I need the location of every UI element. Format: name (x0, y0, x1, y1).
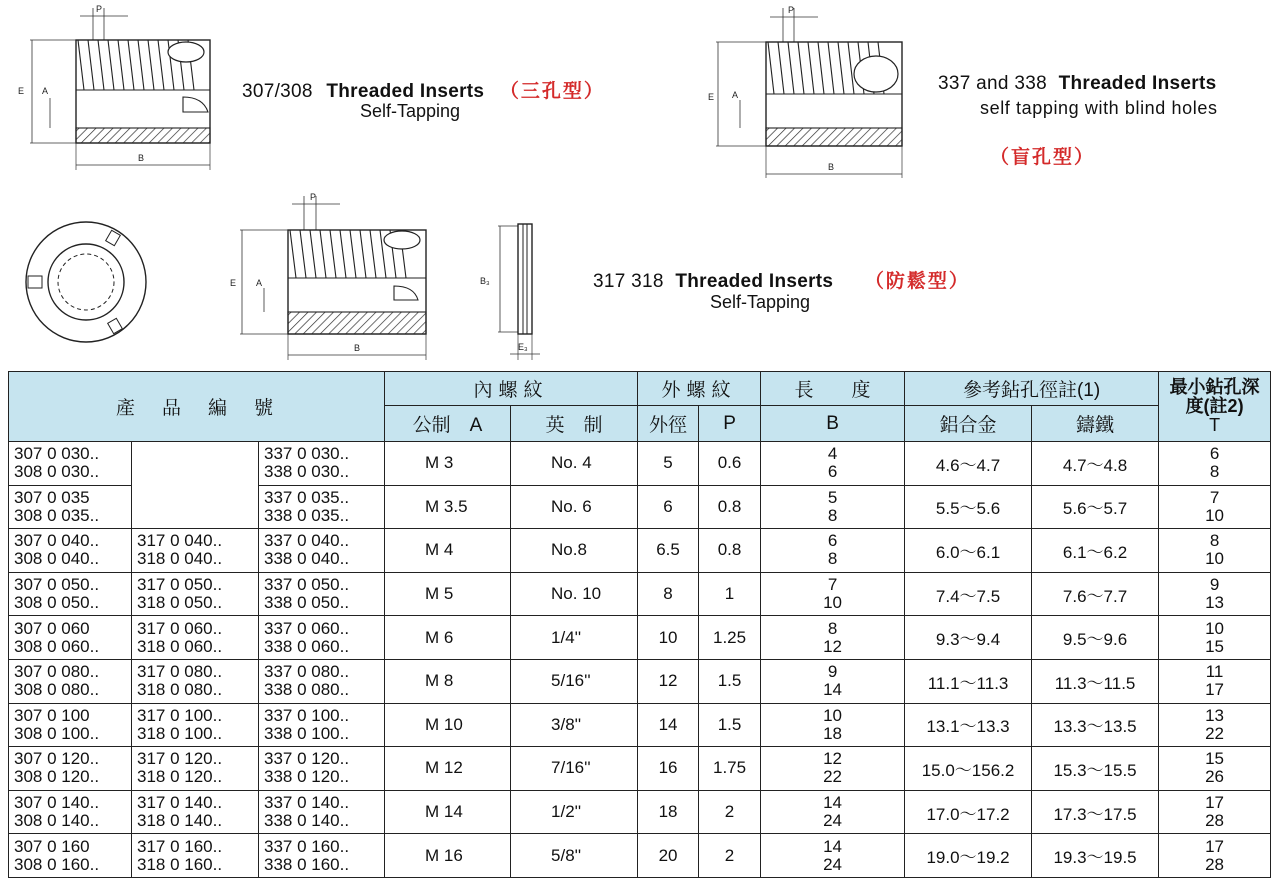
table-row (9, 747, 1271, 791)
product-name: Threaded Inserts (675, 271, 834, 292)
min-depth-t-line: 13 (1205, 705, 1225, 725)
spec-table (8, 371, 1271, 878)
drill-cast-iron: 9.5～9.6 (1032, 616, 1159, 660)
product-no-307-308-line: 308 0 050.. (14, 593, 100, 613)
product-no-307-308-line: 308 0 040.. (14, 549, 100, 569)
metric-thread: M 3.5 (385, 485, 511, 529)
length-b-line: 18 (823, 723, 842, 743)
pitch: 1.75 (699, 747, 761, 791)
drill-aluminum: 13.1～13.3 (905, 703, 1032, 747)
product-307-308-subtitle: Self-Tapping (360, 101, 461, 121)
product-no-317-318 (132, 790, 259, 834)
product-no-317-318-line: 318 0 080.. (137, 680, 223, 700)
min-depth-t-line: 26 (1205, 767, 1225, 787)
imperial-thread: No. 4 (511, 442, 638, 486)
header-length: 長 度 (761, 372, 905, 406)
outer-diameter: 16 (638, 747, 699, 791)
product-no-307-308-line: 308 0 080.. (14, 680, 100, 700)
outer-diameter: 20 (638, 834, 699, 878)
header-aluminum: 鋁合金 (905, 406, 1032, 442)
min-depth-t-line: 17 (1205, 836, 1225, 856)
product-no-317-318-line: 317 0 080.. (137, 662, 223, 682)
outer-diameter: 18 (638, 790, 699, 834)
drill-aluminum: 19.0～19.2 (905, 834, 1032, 878)
product-no-337-338-line: 338 0 030.. (264, 462, 350, 482)
min-depth-t-line: 8 (1209, 531, 1220, 551)
min-depth-t (1159, 659, 1271, 703)
product-no-337-338 (259, 572, 385, 616)
length-b (761, 442, 905, 486)
insert-317-318-drawing (226, 190, 438, 362)
min-depth-t (1159, 529, 1271, 573)
product-337-338-subtitle: self tapping with blind holes (980, 98, 1218, 118)
product-no-307-308-line: 307 0 100 (14, 705, 90, 725)
table-row (9, 659, 1271, 703)
header-outer-dia: 外徑 (638, 406, 699, 442)
min-depth-t-line: 6 (1209, 444, 1220, 464)
length-b-line: 6 (827, 462, 838, 482)
min-depth-t (1159, 442, 1271, 486)
min-depth-t (1159, 790, 1271, 834)
pitch: 2 (699, 834, 761, 878)
product-no-317-318-line: 318 0 060.. (137, 636, 223, 656)
product-no-337-338 (259, 790, 385, 834)
insert-337-338-drawing (708, 2, 908, 180)
product-no-307-308-line: 307 0 035 (14, 487, 90, 507)
min-depth-t-line: 10 (1205, 618, 1225, 638)
product-no-317-318 (132, 572, 259, 616)
b3-label: B₃ (480, 276, 490, 286)
product-no-337-338 (259, 703, 385, 747)
product-no-337-338-line: 337 0 040.. (264, 531, 350, 551)
product-no-337-338 (259, 485, 385, 529)
product-no-307-308-line: 307 0 160 (14, 836, 90, 856)
product-no-307-308 (9, 703, 132, 747)
imperial-thread: 5/16'' (511, 659, 638, 703)
product-no-307-308-line: 307 0 120.. (14, 749, 100, 769)
product-no-317-318-line: 317 0 040.. (137, 531, 223, 551)
b-label: B (354, 343, 361, 353)
pitch: 0.8 (699, 529, 761, 573)
outer-diameter: 12 (638, 659, 699, 703)
drill-aluminum: 7.4～7.5 (905, 572, 1032, 616)
pitch: 0.6 (699, 442, 761, 486)
product-code: 317 318 (593, 271, 664, 292)
outer-diameter: 6 (638, 485, 699, 529)
length-b-line: 6 (827, 531, 838, 551)
min-depth-t-line: 28 (1205, 811, 1225, 831)
header-min-depth (1159, 372, 1271, 442)
metric-thread: M 4 (385, 529, 511, 573)
product-no-307-308-line: 308 0 160.. (14, 854, 100, 874)
product-no-307-308 (9, 747, 132, 791)
min-depth-t-line: 10 (1205, 505, 1225, 525)
header-cast-iron: 鑄鐵 (1032, 406, 1159, 442)
product-no-317-318 (132, 747, 259, 791)
length-b (761, 659, 905, 703)
product-no-337-338-line: 338 0 060.. (264, 636, 350, 656)
header-product-no: 產 品 編 號 (9, 372, 385, 442)
length-b (761, 485, 905, 529)
product-no-337-338-line: 338 0 100.. (264, 723, 350, 743)
product-no-307-308-line: 307 0 060 (14, 618, 90, 638)
length-b-line: 24 (823, 854, 842, 874)
length-b (761, 790, 905, 834)
a-label: A (732, 90, 739, 100)
product-no-317-318-empty (132, 442, 259, 529)
outer-diameter: 6.5 (638, 529, 699, 573)
table-row (9, 442, 1271, 486)
product-no-307-308 (9, 529, 132, 573)
product-code: 337 and 338 (938, 73, 1047, 94)
min-depth-t-line: 17 (1205, 793, 1225, 813)
product-307-308-title (242, 76, 605, 103)
length-b-line: 7 (827, 575, 838, 595)
product-337-338-title (938, 73, 1216, 95)
pitch-label: P (788, 5, 795, 15)
product-no-317-318-line: 318 0 120.. (137, 767, 223, 787)
imperial-thread: 1/4'' (511, 616, 638, 660)
min-depth-t-line: 7 (1209, 487, 1220, 507)
drill-aluminum: 17.0～17.2 (905, 790, 1032, 834)
length-b-line: 14 (823, 793, 842, 813)
header-pitch: P (699, 406, 761, 442)
product-no-307-308-line: 308 0 100.. (14, 723, 100, 743)
product-no-307-308-line: 308 0 120.. (14, 767, 100, 787)
metric-thread: M 16 (385, 834, 511, 878)
product-no-337-338-line: 337 0 140.. (264, 793, 350, 813)
metric-thread: M 14 (385, 790, 511, 834)
product-no-317-318-line: 318 0 100.. (137, 723, 223, 743)
product-no-337-338 (259, 442, 385, 486)
product-337-338-type-cn: （盲孔型） (990, 147, 1096, 168)
product-no-307-308-line: 308 0 060.. (14, 636, 100, 656)
imperial-thread: 7/16'' (511, 747, 638, 791)
min-depth-t-line: 10 (1205, 549, 1225, 569)
pitch: 1.25 (699, 616, 761, 660)
outer-diameter: 5 (638, 442, 699, 486)
product-no-307-308-line: 308 0 030.. (14, 462, 100, 482)
outer-diameter: 14 (638, 703, 699, 747)
min-depth-t (1159, 834, 1271, 878)
product-no-307-308 (9, 834, 132, 878)
imperial-thread: 5/8'' (511, 834, 638, 878)
product-no-317-318 (132, 616, 259, 660)
product-no-317-318 (132, 529, 259, 573)
table-row (9, 703, 1271, 747)
imperial-thread: No. 6 (511, 485, 638, 529)
drill-cast-iron: 13.3～13.5 (1032, 703, 1159, 747)
length-b-line: 10 (823, 705, 842, 725)
product-no-337-338-line: 337 0 120.. (264, 749, 350, 769)
table-row (9, 790, 1271, 834)
min-depth-t-line: 13 (1205, 593, 1225, 613)
imperial-thread: 1/2'' (511, 790, 638, 834)
drill-aluminum: 15.0～156.2 (905, 747, 1032, 791)
product-no-337-338-line: 337 0 050.. (264, 575, 350, 595)
length-b (761, 529, 905, 573)
length-b-line: 12 (823, 749, 842, 769)
product-no-337-338 (259, 747, 385, 791)
product-no-337-338-line: 337 0 080.. (264, 662, 350, 682)
product-317-318-title (593, 266, 970, 293)
length-b-line: 8 (827, 549, 838, 569)
drill-aluminum: 11.1～11.3 (905, 659, 1032, 703)
product-no-337-338-line: 338 0 040.. (264, 549, 350, 569)
min-depth-t-line: 22 (1205, 723, 1225, 743)
length-b-line: 14 (823, 836, 842, 856)
pitch-label: P (96, 4, 103, 14)
product-code: 307/308 (242, 81, 313, 102)
product-no-307-308-line: 307 0 040.. (14, 531, 100, 551)
product-no-337-338 (259, 616, 385, 660)
length-b-line: 4 (827, 444, 838, 464)
product-no-317-318-line: 317 0 120.. (137, 749, 223, 769)
b-label: B (828, 162, 835, 172)
product-no-337-338-line: 338 0 160.. (264, 854, 350, 874)
drill-aluminum: 5.5～5.6 (905, 485, 1032, 529)
pitch: 1.5 (699, 659, 761, 703)
product-no-337-338-line: 337 0 060.. (264, 618, 350, 638)
a-label: A (42, 86, 49, 96)
product-type-cn: （三孔型） (499, 81, 605, 102)
product-no-337-338-line: 338 0 050.. (264, 593, 350, 613)
product-no-337-338-line: 337 0 160.. (264, 836, 350, 856)
product-no-337-338-line: 338 0 120.. (264, 767, 350, 787)
length-b-line: 8 (827, 618, 838, 638)
e-label: E (708, 92, 715, 102)
header-drill: 參考鉆孔徑註(1) (905, 372, 1159, 406)
header-min-depth-label: 最小鉆孔深度(註2) (1169, 377, 1260, 416)
min-depth-t-line: 15 (1205, 749, 1225, 769)
length-b-line: 24 (823, 811, 842, 831)
length-b-line: 22 (823, 767, 842, 787)
drill-cast-iron: 5.6～5.7 (1032, 485, 1159, 529)
min-depth-t (1159, 572, 1271, 616)
length-b (761, 616, 905, 660)
min-depth-t (1159, 747, 1271, 791)
drill-aluminum: 9.3～9.4 (905, 616, 1032, 660)
product-no-307-308 (9, 572, 132, 616)
metric-thread: M 5 (385, 572, 511, 616)
product-no-337-338 (259, 529, 385, 573)
imperial-thread: No. 10 (511, 572, 638, 616)
insert-end-view-drawing (18, 212, 158, 352)
outer-diameter: 10 (638, 616, 699, 660)
min-depth-t-line: 28 (1205, 854, 1225, 874)
outer-diameter: 8 (638, 572, 699, 616)
product-no-307-308 (9, 442, 132, 486)
min-depth-t (1159, 485, 1271, 529)
length-b (761, 747, 905, 791)
length-b-line: 12 (823, 636, 842, 656)
product-no-317-318-line: 318 0 160.. (137, 854, 223, 874)
drill-aluminum: 4.6～4.7 (905, 442, 1032, 486)
product-no-317-318-line: 318 0 040.. (137, 549, 223, 569)
length-b (761, 834, 905, 878)
product-no-317-318-line: 317 0 100.. (137, 705, 223, 725)
product-no-307-308 (9, 616, 132, 660)
product-no-307-308-line: 308 0 140.. (14, 811, 100, 831)
pitch: 0.8 (699, 485, 761, 529)
product-name: Threaded Inserts (1058, 73, 1217, 94)
product-no-307-308-line: 308 0 035.. (14, 505, 100, 525)
product-no-337-338 (259, 659, 385, 703)
header-inner-thread: 內螺紋 (385, 372, 638, 406)
length-b-line: 8 (827, 505, 838, 525)
product-no-307-308-line: 307 0 080.. (14, 662, 100, 682)
header-t: T (1209, 415, 1221, 435)
imperial-thread: No.8 (511, 529, 638, 573)
product-no-317-318-line: 317 0 140.. (137, 793, 223, 813)
min-depth-t-line: 17 (1205, 680, 1225, 700)
length-b (761, 572, 905, 616)
product-no-337-338-line: 338 0 140.. (264, 811, 350, 831)
metric-thread: M 8 (385, 659, 511, 703)
drill-cast-iron: 17.3～17.5 (1032, 790, 1159, 834)
product-no-317-318-line: 317 0 060.. (137, 618, 223, 638)
header-metric: 公制 A (385, 406, 511, 442)
product-no-337-338-line: 337 0 035.. (264, 487, 350, 507)
metric-thread: M 3 (385, 442, 511, 486)
product-no-337-338-line: 338 0 035.. (264, 505, 350, 525)
product-no-307-308-line: 307 0 030.. (14, 444, 100, 464)
product-type-cn: （防鬆型） (864, 271, 970, 292)
product-no-307-308-line: 307 0 140.. (14, 793, 100, 813)
min-depth-t-line: 9 (1209, 575, 1220, 595)
product-no-307-308 (9, 485, 132, 529)
insert-side-view-drawing (474, 220, 544, 365)
insert-307-308-drawing (18, 2, 228, 174)
b-label: B (138, 153, 145, 163)
drill-cast-iron: 19.3～19.5 (1032, 834, 1159, 878)
min-depth-t (1159, 703, 1271, 747)
drill-aluminum: 6.0～6.1 (905, 529, 1032, 573)
min-depth-t (1159, 616, 1271, 660)
header-imperial: 英 制 (511, 406, 638, 442)
pitch: 2 (699, 790, 761, 834)
e3-label: E₃ (518, 342, 528, 352)
drill-cast-iron: 15.3～15.5 (1032, 747, 1159, 791)
product-317-318-subtitle: Self-Tapping (710, 292, 811, 312)
product-name: Threaded Inserts (326, 81, 485, 102)
pitch-label: P (310, 192, 317, 202)
drill-cast-iron: 11.3～11.5 (1032, 659, 1159, 703)
table-row (9, 616, 1271, 660)
product-no-337-338 (259, 834, 385, 878)
min-depth-t-line: 8 (1209, 462, 1220, 482)
table-row (9, 834, 1271, 878)
length-b-line: 10 (823, 593, 842, 613)
product-no-317-318 (132, 703, 259, 747)
product-no-307-308-line: 307 0 050.. (14, 575, 100, 595)
product-no-317-318-line: 317 0 050.. (137, 575, 223, 595)
product-no-307-308 (9, 790, 132, 834)
min-depth-t-line: 11 (1205, 662, 1224, 682)
drill-cast-iron: 6.1～6.2 (1032, 529, 1159, 573)
product-no-337-338-line: 338 0 080.. (264, 680, 350, 700)
product-no-337-338-line: 337 0 030.. (264, 444, 350, 464)
length-b (761, 703, 905, 747)
product-no-317-318 (132, 659, 259, 703)
a-label: A (256, 278, 263, 288)
product-no-337-338-line: 337 0 100.. (264, 705, 350, 725)
product-no-307-308 (9, 659, 132, 703)
e-label: E (18, 86, 25, 96)
product-no-317-318-line: 317 0 160.. (137, 836, 223, 856)
metric-thread: M 10 (385, 703, 511, 747)
pitch: 1 (699, 572, 761, 616)
length-b-line: 9 (827, 662, 838, 682)
imperial-thread: 3/8'' (511, 703, 638, 747)
metric-thread: M 12 (385, 747, 511, 791)
header-b: B (761, 406, 905, 442)
length-b-line: 5 (827, 487, 838, 507)
table-row (9, 572, 1271, 616)
table-row (9, 529, 1271, 573)
min-depth-t-line: 15 (1205, 636, 1225, 656)
drill-cast-iron: 7.6～7.7 (1032, 572, 1159, 616)
metric-thread: M 6 (385, 616, 511, 660)
drill-cast-iron: 4.7～4.8 (1032, 442, 1159, 486)
length-b-line: 14 (823, 680, 842, 700)
e-label: E (230, 278, 237, 288)
product-no-317-318 (132, 834, 259, 878)
product-no-317-318-line: 318 0 140.. (137, 811, 223, 831)
product-no-317-318-line: 318 0 050.. (137, 593, 223, 613)
pitch: 1.5 (699, 703, 761, 747)
header-outer-thread: 外螺紋 (638, 372, 761, 406)
